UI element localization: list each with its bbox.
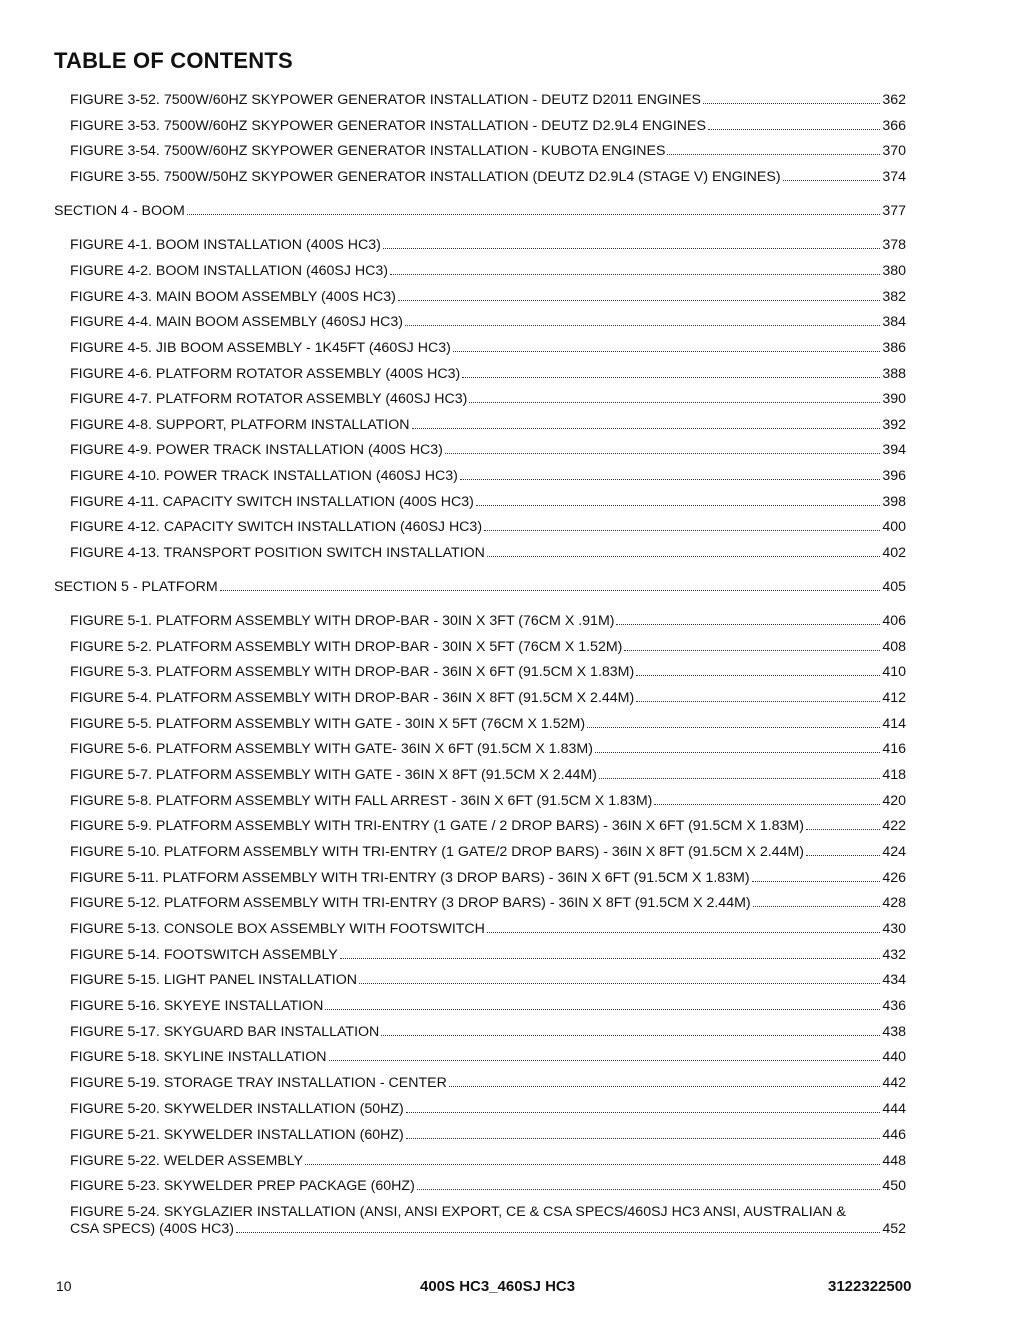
dot-leader bbox=[636, 690, 880, 702]
dot-leader bbox=[616, 613, 880, 625]
toc-figure-entry[interactable] bbox=[70, 818, 906, 835]
toc-entry-title: FIGURE 5-8. PLATFORM ASSEMBLY WITH FALL ARREST - 36IN X 6FT (91.5CM X 1.83M) bbox=[70, 793, 653, 809]
toc-entry-page: 384 bbox=[882, 314, 906, 330]
toc-entry-title: FIGURE 5-22. WELDER ASSEMBLY bbox=[70, 1153, 304, 1169]
toc-entry-page: 388 bbox=[882, 366, 906, 382]
toc-entry-title: FIGURE 4-10. POWER TRACK INSTALLATION (460SJ HC3) bbox=[70, 468, 458, 484]
dot-leader bbox=[476, 494, 880, 506]
toc-entry-title: FIGURE 4-3. MAIN BOOM ASSEMBLY (400S HC3) bbox=[70, 289, 396, 305]
toc-entry-page: 408 bbox=[882, 639, 906, 655]
dot-leader bbox=[187, 203, 880, 215]
toc-entry-page: 432 bbox=[882, 947, 906, 963]
toc-figure-entry[interactable] bbox=[70, 613, 906, 630]
toc-entry-page: 422 bbox=[882, 818, 906, 834]
toc-entry-page: 452 bbox=[882, 1221, 906, 1237]
dot-leader bbox=[383, 237, 880, 249]
toc-entry-page: 398 bbox=[882, 494, 906, 510]
dot-leader bbox=[624, 639, 880, 651]
toc-figure-entry[interactable] bbox=[70, 690, 906, 707]
toc-entry-page: 390 bbox=[882, 391, 906, 407]
dot-leader bbox=[487, 921, 880, 933]
toc-entry-title: FIGURE 5-10. PLATFORM ASSEMBLY WITH TRI-ENTRY (1 GATE/2 DROP BARS) - 36IN X 8FT (91.5CM X 2.44M) bbox=[70, 844, 804, 860]
dot-leader bbox=[484, 519, 880, 531]
toc-entry-page: 378 bbox=[882, 237, 906, 253]
page-title: TABLE OF CONTENTS bbox=[54, 48, 293, 73]
toc-entry-title: FIGURE 5-15. LIGHT PANEL INSTALLATION bbox=[70, 972, 357, 988]
dot-leader bbox=[806, 844, 880, 856]
toc-entry-title: FIGURE 5-20. SKYWELDER INSTALLATION (50HZ) bbox=[70, 1101, 404, 1117]
toc-figure-entry[interactable] bbox=[70, 716, 906, 733]
dot-leader bbox=[667, 143, 880, 155]
toc-figure-entry[interactable] bbox=[70, 340, 906, 357]
dot-leader bbox=[305, 1153, 880, 1165]
dot-leader bbox=[487, 545, 880, 557]
toc-figure-entry[interactable] bbox=[70, 92, 906, 109]
toc-figure-entry[interactable] bbox=[70, 793, 906, 810]
dot-leader bbox=[753, 895, 881, 907]
toc-entry-title: SECTION 5 - PLATFORM bbox=[54, 579, 218, 595]
toc-entry-page: 436 bbox=[882, 998, 906, 1014]
toc-entry-page: 392 bbox=[882, 417, 906, 433]
dot-leader bbox=[449, 1075, 880, 1087]
toc-entry-title: FIGURE 4-6. PLATFORM ROTATOR ASSEMBLY (400S HC3) bbox=[70, 366, 461, 382]
toc-entry-page: 405 bbox=[882, 579, 906, 595]
dot-leader bbox=[654, 793, 880, 805]
toc-entry-title: FIGURE 3-52. 7500W/60HZ SKYPOWER GENERATOR INSTALLATION - DEUTZ D2011 ENGINES bbox=[70, 92, 701, 108]
dot-leader bbox=[462, 366, 880, 378]
toc-figure-entry[interactable] bbox=[70, 1049, 906, 1066]
toc-entry-page: 394 bbox=[882, 442, 906, 458]
dot-leader bbox=[599, 767, 880, 779]
toc-entry-title: FIGURE 5-9. PLATFORM ASSEMBLY WITH TRI-ENTRY (1 GATE / 2 DROP BARS) - 36IN X 6FT (91.5CM X 1.83M) bbox=[70, 818, 804, 834]
dot-leader bbox=[340, 947, 881, 959]
toc-figure-entry[interactable] bbox=[70, 972, 906, 989]
toc-entry-page: 374 bbox=[882, 169, 906, 185]
toc-entry-page: 430 bbox=[882, 921, 906, 937]
toc-section-entry[interactable] bbox=[54, 579, 906, 596]
dot-leader bbox=[236, 1221, 880, 1233]
dot-leader bbox=[708, 118, 880, 130]
footer-document-code: 3122322500 bbox=[828, 1278, 912, 1295]
toc-figure-entry[interactable] bbox=[70, 366, 906, 383]
toc-figure-entry[interactable] bbox=[70, 1101, 906, 1118]
toc-figure-entry[interactable] bbox=[70, 545, 906, 562]
dot-leader bbox=[406, 1127, 881, 1139]
dot-leader bbox=[329, 1049, 881, 1061]
toc-entry-page: 446 bbox=[882, 1127, 906, 1143]
toc-entry-page: 396 bbox=[882, 468, 906, 484]
toc-entry-page: 410 bbox=[882, 664, 906, 680]
dot-leader bbox=[703, 92, 880, 104]
toc-entry-page: 377 bbox=[882, 203, 906, 219]
toc-entry-title: FIGURE 5-17. SKYGUARD BAR INSTALLATION bbox=[70, 1024, 380, 1040]
toc-entry-title: FIGURE 3-53. 7500W/60HZ SKYPOWER GENERATOR INSTALLATION - DEUTZ D2.9L4 ENGINES bbox=[70, 118, 706, 134]
toc-entry-page: 416 bbox=[882, 741, 906, 757]
toc-figure-entry[interactable] bbox=[70, 998, 906, 1015]
dot-leader bbox=[469, 391, 880, 403]
toc-entry-title: FIGURE 4-13. TRANSPORT POSITION SWITCH INSTALLATION bbox=[70, 545, 485, 561]
toc-figure-entry[interactable] bbox=[70, 263, 906, 280]
toc-entry-title: FIGURE 5-2. PLATFORM ASSEMBLY WITH DROP-BAR - 30IN X 5FT (76CM X 1.52M) bbox=[70, 639, 623, 655]
toc-entry-title: FIGURE 4-1. BOOM INSTALLATION (400S HC3) bbox=[70, 237, 381, 253]
toc-figure-entry[interactable] bbox=[70, 442, 906, 459]
toc-entry-title: FIGURE 5-4. PLATFORM ASSEMBLY WITH DROP-BAR - 36IN X 8FT (91.5CM X 2.44M) bbox=[70, 690, 635, 706]
toc-entry-page: 414 bbox=[882, 716, 906, 732]
toc-figure-entry[interactable] bbox=[70, 741, 906, 758]
toc-entry-title: FIGURE 5-7. PLATFORM ASSEMBLY WITH GATE - 36IN X 8FT (91.5CM X 2.44M) bbox=[70, 767, 597, 783]
toc-entry-page: 450 bbox=[882, 1178, 906, 1194]
toc-figure-entry[interactable] bbox=[70, 391, 906, 408]
dot-leader bbox=[783, 169, 881, 181]
toc-entry-page: 420 bbox=[882, 793, 906, 809]
toc-figure-entry[interactable] bbox=[70, 314, 906, 331]
toc-entry-page: 370 bbox=[882, 143, 906, 159]
toc-figure-entry[interactable] bbox=[70, 639, 906, 656]
toc-entry-title: FIGURE 4-2. BOOM INSTALLATION (460SJ HC3) bbox=[70, 263, 388, 279]
toc-entry-title-line2: CSA SPECS) (400S HC3) bbox=[70, 1221, 235, 1237]
toc-entry-page: 440 bbox=[882, 1049, 906, 1065]
toc-entry-page: 366 bbox=[882, 118, 906, 134]
dot-leader bbox=[595, 741, 880, 753]
toc-entry-title: FIGURE 5-12. PLATFORM ASSEMBLY WITH TRI-ENTRY (3 DROP BARS) - 36IN X 8FT (91.5CM X 2.44M) bbox=[70, 895, 751, 911]
toc-figure-entry[interactable] bbox=[70, 143, 906, 160]
toc-entry-title: FIGURE 5-14. FOOTSWITCH ASSEMBLY bbox=[70, 947, 338, 963]
toc-figure-entry[interactable] bbox=[70, 844, 906, 861]
toc-entry-title: FIGURE 4-11. CAPACITY SWITCH INSTALLATION (400S HC3) bbox=[70, 494, 474, 510]
dot-leader bbox=[405, 314, 880, 326]
toc-entry-title: FIGURE 4-5. JIB BOOM ASSEMBLY - 1K45FT (460SJ HC3) bbox=[70, 340, 451, 356]
toc-entry-title: FIGURE 5-18. SKYLINE INSTALLATION bbox=[70, 1049, 327, 1065]
toc-entry-page: 442 bbox=[882, 1075, 906, 1091]
toc-entry-page: 362 bbox=[882, 92, 906, 108]
dot-leader bbox=[453, 340, 881, 352]
toc-entry-title: FIGURE 5-11. PLATFORM ASSEMBLY WITH TRI-ENTRY (3 DROP BARS) - 36IN X 6FT (91.5CM X 1.83M) bbox=[70, 870, 750, 886]
toc-figure-entry[interactable] bbox=[70, 895, 906, 912]
toc-entry-title: FIGURE 4-9. POWER TRACK INSTALLATION (400S HC3) bbox=[70, 442, 443, 458]
toc-entry-page: 386 bbox=[882, 340, 906, 356]
dot-leader bbox=[398, 289, 880, 301]
toc-entry-title: FIGURE 4-12. CAPACITY SWITCH INSTALLATION (460SJ HC3) bbox=[70, 519, 483, 535]
toc-entry-title: FIGURE 4-7. PLATFORM ROTATOR ASSEMBLY (460SJ HC3) bbox=[70, 391, 468, 407]
toc-entry-title: FIGURE 5-5. PLATFORM ASSEMBLY WITH GATE - 30IN X 5FT (76CM X 1.52M) bbox=[70, 716, 586, 732]
toc-entry-page: 424 bbox=[882, 844, 906, 860]
toc-figure-entry[interactable] bbox=[70, 1024, 906, 1041]
toc-figure-entry[interactable] bbox=[70, 169, 906, 186]
toc-entry-page: 444 bbox=[882, 1101, 906, 1117]
dot-leader bbox=[445, 442, 880, 454]
dot-leader bbox=[806, 818, 880, 830]
toc-entry-page: 418 bbox=[882, 767, 906, 783]
toc-entry-title: FIGURE 5-3. PLATFORM ASSEMBLY WITH DROP-BAR - 36IN X 6FT (91.5CM X 1.83M) bbox=[70, 664, 635, 680]
dot-leader bbox=[587, 716, 880, 728]
toc-figure-entry[interactable] bbox=[70, 1204, 906, 1240]
toc-entry-page: 426 bbox=[882, 870, 906, 886]
toc-entry-page: 406 bbox=[882, 613, 906, 629]
toc-entry-page: 428 bbox=[882, 895, 906, 911]
toc-section-entry[interactable] bbox=[54, 203, 906, 220]
toc-figure-entry[interactable] bbox=[70, 1178, 906, 1195]
toc-entry-page: 438 bbox=[882, 1024, 906, 1040]
toc-figure-entry[interactable] bbox=[70, 519, 906, 536]
dot-leader bbox=[325, 998, 880, 1010]
toc-figure-entry[interactable] bbox=[70, 947, 906, 964]
toc-entry-title: FIGURE 5-19. STORAGE TRAY INSTALLATION - CENTER bbox=[70, 1075, 447, 1091]
toc-entry-page: 380 bbox=[882, 263, 906, 279]
toc-figure-entry[interactable] bbox=[70, 1075, 906, 1092]
dot-leader bbox=[412, 417, 881, 429]
toc-entry-title: FIGURE 3-55. 7500W/50HZ SKYPOWER GENERATOR INSTALLATION (DEUTZ D2.9L4 (STAGE V) ENGINES) bbox=[70, 169, 781, 185]
footer-page-number: 10 bbox=[56, 1278, 72, 1294]
toc-figure-entry[interactable] bbox=[70, 1127, 906, 1144]
toc-figure-entry[interactable] bbox=[70, 1153, 906, 1170]
toc-figure-entry[interactable] bbox=[70, 289, 906, 306]
dot-leader bbox=[390, 263, 880, 275]
dot-leader bbox=[417, 1178, 881, 1190]
toc-entry-page: 434 bbox=[882, 972, 906, 988]
dot-leader bbox=[381, 1024, 880, 1036]
dot-leader bbox=[359, 972, 880, 984]
toc-entry-title: FIGURE 5-16. SKYEYE INSTALLATION bbox=[70, 998, 324, 1014]
toc-entry-title: FIGURE 4-4. MAIN BOOM ASSEMBLY (460SJ HC3) bbox=[70, 314, 403, 330]
dot-leader bbox=[460, 468, 880, 480]
toc-figure-entry[interactable] bbox=[70, 417, 906, 434]
toc-figure-entry[interactable] bbox=[70, 118, 906, 135]
dot-leader bbox=[220, 579, 881, 591]
toc-entry-title: FIGURE 5-6. PLATFORM ASSEMBLY WITH GATE- 36IN X 6FT (91.5CM X 1.83M) bbox=[70, 741, 593, 757]
toc-figure-entry[interactable] bbox=[70, 921, 906, 938]
toc-figure-entry[interactable] bbox=[70, 468, 906, 485]
toc-entry-page: 400 bbox=[882, 519, 906, 535]
footer-document-title: 400S HC3_460SJ HC3 bbox=[420, 1278, 576, 1295]
toc-entry-page: 412 bbox=[882, 690, 906, 706]
toc-figure-entry[interactable] bbox=[70, 237, 906, 254]
toc-entry-page: 402 bbox=[882, 545, 906, 561]
toc-figure-entry[interactable] bbox=[70, 664, 906, 681]
toc-entry-line2 bbox=[70, 1221, 906, 1238]
toc-entry-page: 448 bbox=[882, 1153, 906, 1169]
dot-leader bbox=[636, 664, 880, 676]
toc-figure-entry[interactable] bbox=[70, 494, 906, 511]
toc-figure-entry[interactable] bbox=[70, 870, 906, 887]
toc-entry-title: FIGURE 3-54. 7500W/60HZ SKYPOWER GENERATOR INSTALLATION - KUBOTA ENGINES bbox=[70, 143, 666, 159]
toc-entry-title: FIGURE 4-8. SUPPORT, PLATFORM INSTALLATION bbox=[70, 417, 410, 433]
toc-figure-entry[interactable] bbox=[70, 767, 906, 784]
toc-entry-title: FIGURE 5-13. CONSOLE BOX ASSEMBLY WITH FOOTSWITCH bbox=[70, 921, 485, 937]
toc-entry-title: FIGURE 5-23. SKYWELDER PREP PACKAGE (60HZ) bbox=[70, 1178, 415, 1194]
dot-leader bbox=[406, 1101, 881, 1113]
dot-leader bbox=[752, 870, 881, 882]
toc-entry-page: 382 bbox=[882, 289, 906, 305]
toc-entry-title-line1: FIGURE 5-24. SKYGLAZIER INSTALLATION (ANSI, ANSI EXPORT, CE & CSA SPECS/460SJ HC3 ANSI, AUSTRALIAN & bbox=[70, 1204, 846, 1220]
toc-entry-title: FIGURE 5-21. SKYWELDER INSTALLATION (60HZ) bbox=[70, 1127, 404, 1143]
toc-entry-title: FIGURE 5-1. PLATFORM ASSEMBLY WITH DROP-BAR - 30IN X 3FT (76CM X .91M) bbox=[70, 613, 615, 629]
toc-entry-title: SECTION 4 - BOOM bbox=[54, 203, 185, 219]
